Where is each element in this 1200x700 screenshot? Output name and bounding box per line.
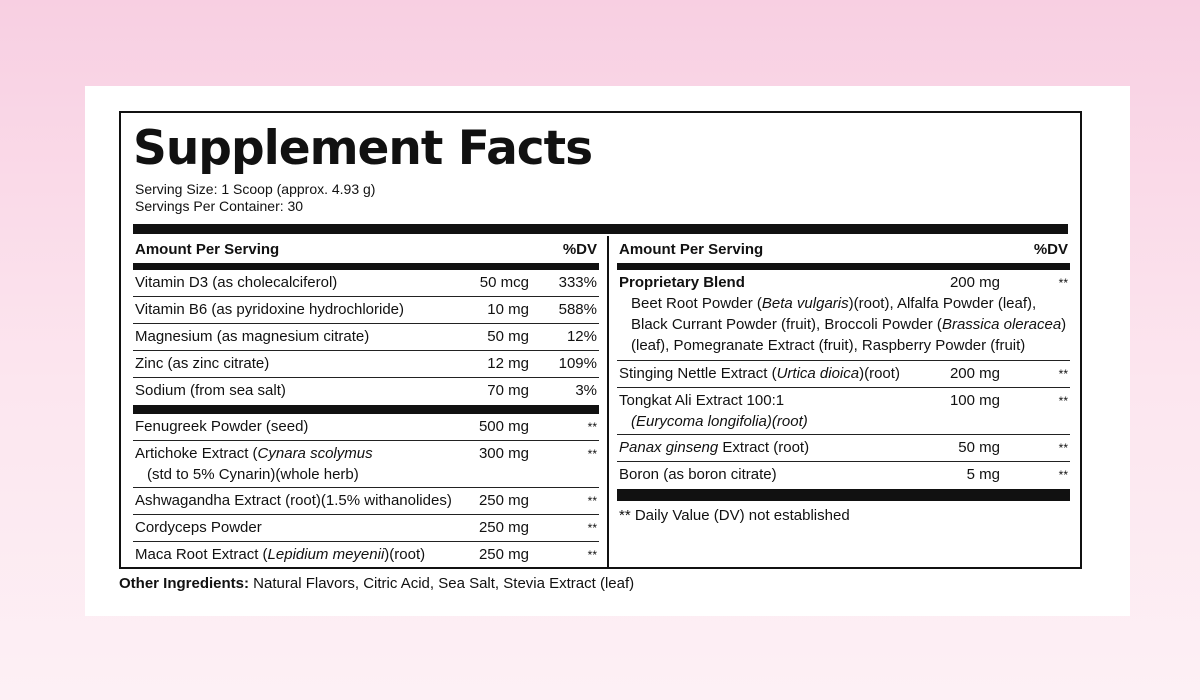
section-bar <box>133 405 599 414</box>
dv-heading: %DV <box>1033 241 1068 258</box>
table-row: Artichoke Extract (Cynara scolymus (std to 5% Cynarin)(whole herb) 300 mg ** <box>133 441 599 488</box>
blend-description: Beet Root Powder (Beta vulgaris)(root), Alfalfa Powder (leaf), Black Currant Powder (fruit), Broccoli Powder (Brassica oleracea)(leaf), Pomegranate Extract (fruit), Raspberry Powder (fruit) <box>631 295 1067 354</box>
other-ingredients: Other Ingredients: Natural Flavors, Citric Acid, Sea Salt, Stevia Extract (leaf) <box>119 575 635 592</box>
table-row: Ashwagandha Extract (root)(1.5% withanolides) 250 mg ** <box>133 488 599 515</box>
serving-size: Serving Size: 1 Scoop (approx. 4.93 g) <box>135 181 376 197</box>
table-row: Tongkat Ali Extract 100:1 (Eurycoma longifolia)(root) 100 mg ** <box>617 388 1070 435</box>
dv-footnote: ** Daily Value (DV) not established <box>619 507 850 524</box>
amount-per-serving-heading: Amount Per Serving <box>135 241 280 258</box>
panel-title: Supplement Facts <box>133 121 593 176</box>
table-row: Sodium (from sea salt) 70 mg 3% <box>135 382 597 399</box>
table-row: Vitamin D3 (as cholecalciferol) 50 mcg 333% <box>133 270 599 297</box>
left-column <box>133 236 599 569</box>
right-header-bar <box>617 263 1070 270</box>
label-card <box>85 86 1130 616</box>
right-header <box>617 236 1070 263</box>
top-thick-bar <box>133 224 1068 234</box>
table-row: Stinging Nettle Extract (Urtica dioica)(root) 200 mg ** <box>617 361 1070 388</box>
supplement-facts-panel <box>119 111 1082 569</box>
table-row: Vitamin B6 (as pyridoxine hydrochloride) 10 mg 588% <box>133 297 599 324</box>
table-row: Boron (as boron citrate) 5 mg ** <box>619 466 1068 483</box>
servings-per-container: Servings Per Container: 30 <box>135 198 304 214</box>
proprietary-blend-name: Proprietary Blend <box>619 274 745 291</box>
table-row: Magnesium (as magnesium citrate) 50 mg 12% <box>133 324 599 351</box>
left-header <box>133 236 599 263</box>
table-row: Cordyceps Powder 250 mg ** <box>133 515 599 542</box>
table-row: Fenugreek Powder (seed) 500 mg ** <box>133 414 599 441</box>
section-bar <box>617 489 1070 501</box>
left-header-bar <box>133 263 599 270</box>
right-column <box>617 236 1070 524</box>
amount-per-serving-heading: Amount Per Serving <box>619 241 764 258</box>
serving-info <box>135 181 375 215</box>
table-row: Zinc (as zinc citrate) 12 mg 109% <box>133 351 599 378</box>
table-row: Panax ginseng Extract (root) 50 mg ** <box>617 435 1070 462</box>
dv-heading: %DV <box>562 241 597 258</box>
column-divider <box>607 236 609 567</box>
table-row: Proprietary Blend 200 mg ** Beet Root Powder (Beta vulgaris)(root), Alfalfa Powder (leaf), Black Currant Powder (fruit), Broccoli Powder (Brassica oleracea)(leaf), Pomegranate Extract (fruit), Raspberry Powder (fruit) <box>617 270 1070 361</box>
table-row: Maca Root Extract (Lepidium meyenii)(root) 250 mg ** <box>135 546 597 563</box>
